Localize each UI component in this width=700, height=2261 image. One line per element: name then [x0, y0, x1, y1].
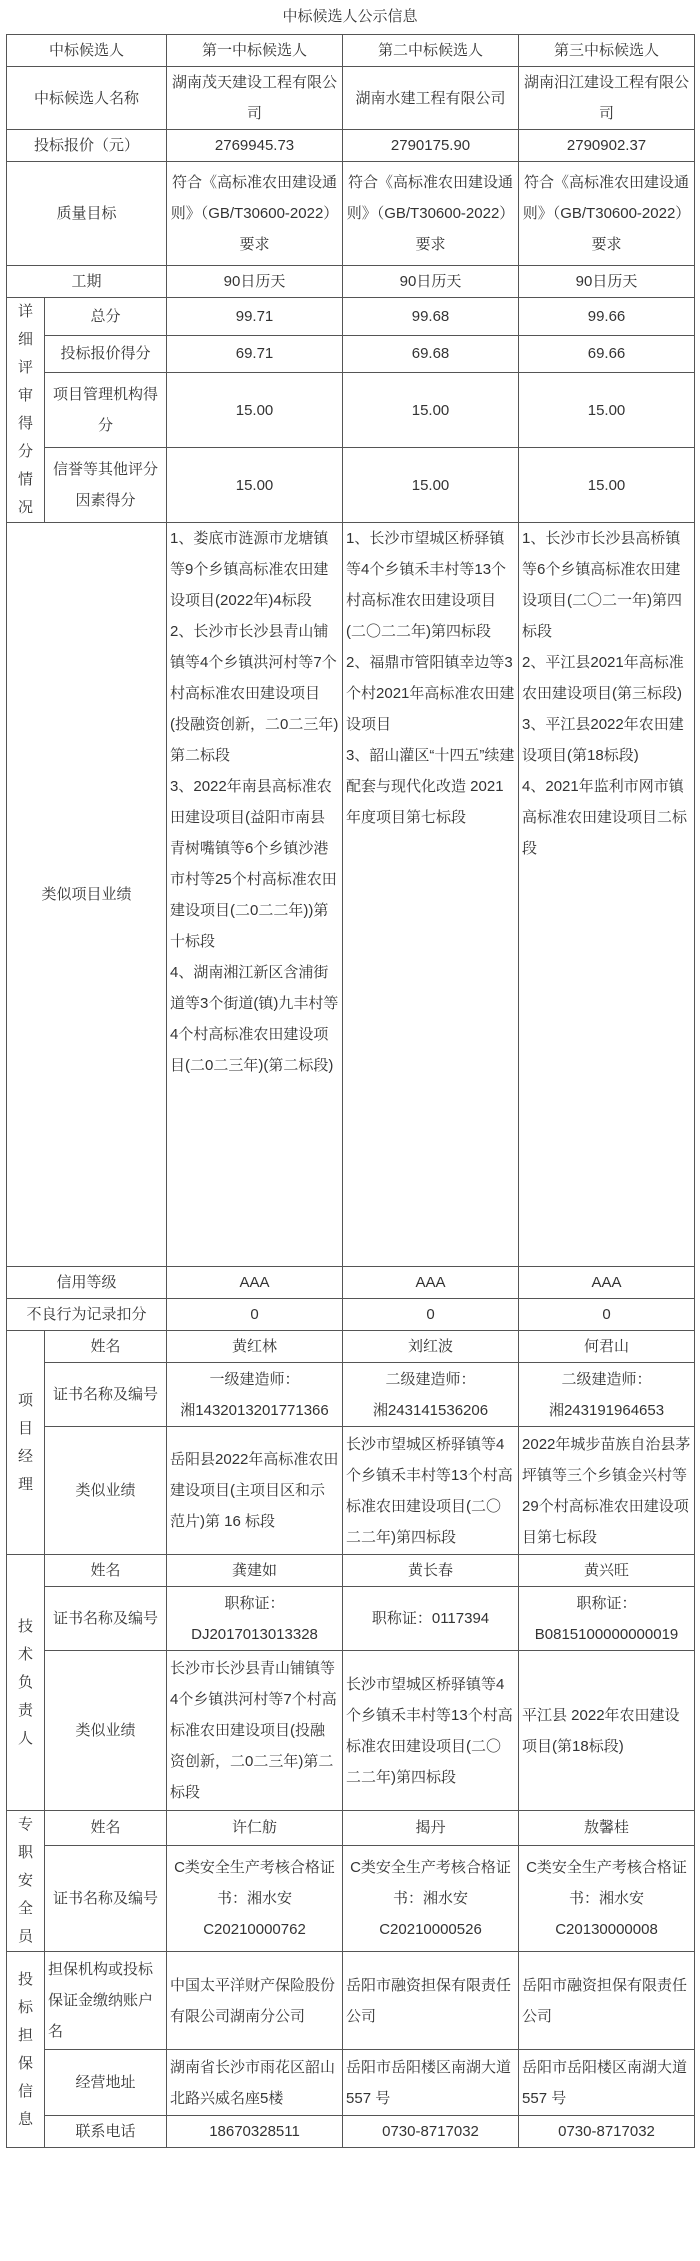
score-other-row	[7, 448, 695, 523]
cell-value: 黄红林	[167, 1331, 343, 1363]
cell-value: 刘红波	[343, 1331, 519, 1363]
row-label: 投标报价得分	[45, 335, 167, 373]
tech-cert-row	[7, 1587, 695, 1651]
page-title: 中标候选人公示信息	[282, 8, 418, 25]
cell-value: 黄长春	[343, 1555, 519, 1587]
cell-value: 符合《高标准农田建设通则》（GB/T30600-2022）要求	[167, 162, 343, 266]
cell-value: 90日历天	[519, 266, 695, 298]
row-label: 信用等级	[7, 1267, 167, 1299]
cell-value: 0	[519, 1299, 695, 1331]
cell-value: 湖南汨江建设工程有限公司	[519, 67, 695, 130]
cell-value: 0730-8717032	[343, 2116, 519, 2148]
row-label: 担保机构或投标保证金缴纳账户名	[45, 1952, 167, 2050]
row-label: 总分	[45, 298, 167, 336]
guarantee-address-row	[7, 2050, 695, 2116]
cell-value: 0730-8717032	[519, 2116, 695, 2148]
section-label: 项目经理	[7, 1331, 45, 1555]
cell-value: 职称证： DJ2017013013328	[167, 1587, 343, 1651]
period-row	[7, 266, 695, 298]
cell-value: 岳阳市岳阳楼区南湖大道 557 号	[343, 2050, 519, 2116]
cell-value: 岳阳县2022年高标准农田建设项目(主项目区和示范片)第 16 标段	[167, 1427, 343, 1555]
row-label: 经营地址	[45, 2050, 167, 2116]
row-label: 证书名称及编号	[45, 1363, 167, 1427]
score-management-row	[7, 373, 695, 448]
cell-value: 敖馨桂	[519, 1811, 695, 1846]
quality-row	[7, 162, 695, 266]
cell-value: 0	[167, 1299, 343, 1331]
cell-value: 2769945.73	[167, 130, 343, 162]
cell-value: C类安全生产考核合格证书：湘水安 C20210000762	[167, 1845, 343, 1951]
cell-value: 69.71	[167, 335, 343, 373]
cell-value: 15.00	[343, 373, 519, 448]
pm-cert-row	[7, 1363, 695, 1427]
tech-perf-row	[7, 1651, 695, 1811]
cell-value: 长沙市长沙县青山铺镇等4个乡镇洪河村等7个村高标准农田建设项目(投融资创新，二0二三年)第二标段	[167, 1651, 343, 1811]
row-label: 证书名称及编号	[45, 1845, 167, 1951]
cell-value: C类安全生产考核合格证书：湘水安 C20210000526	[343, 1845, 519, 1951]
row-label: 类似项目业绩	[7, 523, 167, 1267]
row-label: 不良行为记录扣分	[7, 1299, 167, 1331]
cell-value: 湖南水建工程有限公司	[343, 67, 519, 130]
row-label: 信誉等其他评分因素得分	[45, 448, 167, 523]
table-header-row	[7, 35, 695, 67]
cell-value: 何君山	[519, 1331, 695, 1363]
cell-value: 龚建如	[167, 1555, 343, 1587]
header-third: 第三中标候选人	[519, 35, 695, 67]
row-label: 中标候选人名称	[7, 67, 167, 130]
cell-value: 15.00	[167, 373, 343, 448]
cell-value: 岳阳市融资担保有限责任公司	[519, 1952, 695, 2050]
cell-value: 15.00	[519, 448, 695, 523]
row-label: 姓名	[45, 1331, 167, 1363]
cell-value: 长沙市望城区桥驿镇等4个乡镇禾丰村等13个村高标准农田建设项目(二〇二二年)第四标段	[343, 1427, 519, 1555]
section-label: 技术负责人	[7, 1555, 45, 1811]
cell-value: 2790902.37	[519, 130, 695, 162]
pm-name-row	[7, 1331, 695, 1363]
cell-value: AAA	[343, 1267, 519, 1299]
cell-value: 揭丹	[343, 1811, 519, 1846]
guarantee-org-row	[7, 1952, 695, 2050]
row-label: 工期	[7, 266, 167, 298]
section-label: 详细评审得分情况	[7, 298, 45, 523]
bad-record-row	[7, 1299, 695, 1331]
cell-value: C类安全生产考核合格证书：湘水安 C20130000008	[519, 1845, 695, 1951]
cell-value: 99.71	[167, 298, 343, 336]
cell-value: 69.68	[343, 335, 519, 373]
row-label: 类似业绩	[45, 1427, 167, 1555]
cell-value: 湖南茂天建设工程有限公司	[167, 67, 343, 130]
row-label: 姓名	[45, 1811, 167, 1846]
cell-value: 岳阳市融资担保有限责任公司	[343, 1952, 519, 2050]
row-label: 类似业绩	[45, 1651, 167, 1811]
row-label: 项目管理机构得分	[45, 373, 167, 448]
safety-cert-row	[7, 1845, 695, 1951]
score-price-row	[7, 335, 695, 373]
header-first: 第一中标候选人	[167, 35, 343, 67]
row-label: 质量目标	[7, 162, 167, 266]
cell-value: 符合《高标准农田建设通则》（GB/T30600-2022）要求	[519, 162, 695, 266]
cell-value: 99.66	[519, 298, 695, 336]
similar-projects-row	[7, 523, 695, 1267]
cell-value: 2022年城步苗族自治县茅坪镇等三个乡镇金兴村等29个村高标准农田建设项目第七标段	[519, 1427, 695, 1555]
cell-value: 职称证： B0815100000000019	[519, 1587, 695, 1651]
candidate-table	[6, 34, 695, 2148]
cell-value: 15.00	[343, 448, 519, 523]
credit-row	[7, 1267, 695, 1299]
safety-name-row	[7, 1811, 695, 1846]
cell-value: 18670328511	[167, 2116, 343, 2148]
guarantee-phone-row	[7, 2116, 695, 2148]
cell-value: 2790175.90	[343, 130, 519, 162]
cell-value: 1、娄底市涟源市龙塘镇等9个乡镇高标准农田建设项目(2022年)4标段 2、长沙市长沙县青山铺镇等4个乡镇洪河村等7个村高标准农田建设项目(投融资创新，二0二三年)第二标段 3、2022年南县高标准农田建设项目(益阳市南县青树嘴镇等6个乡镇沙港市村等25个村高标准农田建设项目(二0二二年))第 十标段 4、湖南湘江新区含浦街道等3个街道(镇)九丰村等4个村高标准农田建设项目(二0二三年)(第二标段)	[167, 523, 343, 1267]
cell-value: 90日历天	[167, 266, 343, 298]
cell-value: 69.66	[519, 335, 695, 373]
header-second: 第二中标候选人	[343, 35, 519, 67]
cell-value: 1、长沙市望城区桥驿镇等4个乡镇禾丰村等13个村高标准农田建设项目(二〇二二年)第四标段 2、福鼎市管阳镇幸边等3个村2021年高标准农田建设项目 3、韶山灌区“十四五”续建配套与现代化改造 2021 年度项目第七标段	[343, 523, 519, 1267]
row-label: 姓名	[45, 1555, 167, 1587]
cell-value: 0	[343, 1299, 519, 1331]
section-label: 专职安全员	[7, 1811, 45, 1952]
cell-value: 1、长沙市长沙县高桥镇等6个乡镇高标准农田建设项目(二〇二一年)第四标段 2、平江县2021年高标准农田建设项目(第三标段) 3、平江县2022年农田建设项目(第18标段) 4、2021年监利市网市镇高标准农田建设项目二标段	[519, 523, 695, 1267]
row-label: 投标报价（元）	[7, 130, 167, 162]
row-label: 证书名称及编号	[45, 1587, 167, 1651]
cell-value: 二级建造师： 湘243191964653	[519, 1363, 695, 1427]
pm-perf-row	[7, 1427, 695, 1555]
cell-value: 许仁舫	[167, 1811, 343, 1846]
cell-value: AAA	[167, 1267, 343, 1299]
cell-value: 平江县 2022年农田建设项目(第18标段)	[519, 1651, 695, 1811]
cell-value: AAA	[519, 1267, 695, 1299]
cell-value: 湖南省长沙市雨花区韶山北路兴威名座5楼	[167, 2050, 343, 2116]
cell-value: 15.00	[519, 373, 695, 448]
name-row	[7, 67, 695, 130]
cell-value: 99.68	[343, 298, 519, 336]
cell-value: 职称证：0117394	[343, 1587, 519, 1651]
cell-value: 长沙市望城区桥驿镇等4个乡镇禾丰村等13个村高标准农田建设项目(二〇二二年)第四标段	[343, 1651, 519, 1811]
cell-value: 符合《高标准农田建设通则》（GB/T30600-2022）要求	[343, 162, 519, 266]
section-label: 投标担保信息	[7, 1952, 45, 2148]
cell-value: 一级建造师： 湘1432013201771366	[167, 1363, 343, 1427]
row-label: 联系电话	[45, 2116, 167, 2148]
tech-name-row	[7, 1555, 695, 1587]
cell-value: 中国太平洋财产保险股份有限公司湖南分公司	[167, 1952, 343, 2050]
cell-value: 岳阳市岳阳楼区南湖大道 557 号	[519, 2050, 695, 2116]
cell-value: 15.00	[167, 448, 343, 523]
cell-value: 黄兴旺	[519, 1555, 695, 1587]
cell-value: 90日历天	[343, 266, 519, 298]
header-label: 中标候选人	[7, 35, 167, 67]
cell-value: 二级建造师： 湘243141536206	[343, 1363, 519, 1427]
score-total-row	[7, 298, 695, 336]
price-row	[7, 130, 695, 162]
